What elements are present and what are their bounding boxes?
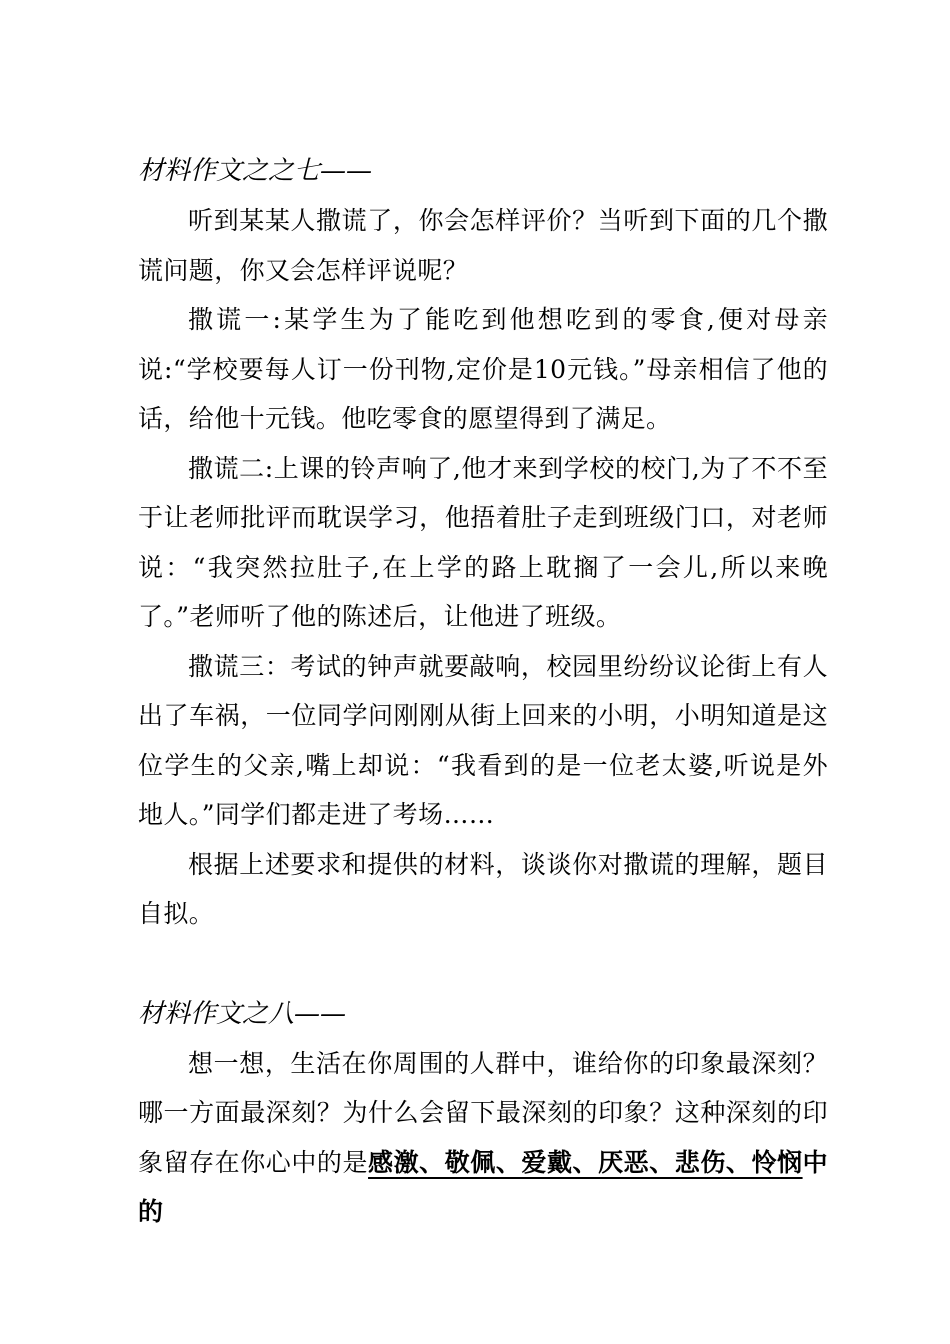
section-7-intro: 听到某某人撒谎了，你会怎样评价？当听到下面的几个撒谎问题，你又会怎样评说呢？ <box>138 206 828 285</box>
section-spacer <box>138 939 828 989</box>
section-8-heading: 材料作文之八—— <box>138 998 347 1029</box>
section-8-intro-tail: 中的 <box>138 1147 828 1226</box>
section-7-lie-3: 撒谎三：考试的钟声就要敲响，校园里纷纷议论街上有人出了车祸，一位同学问刚刚从街上回来的小明，小明知道是这位学生的父亲,嘴上却说：“我看到的是一位老太婆,听说是外地人。”同学们都走进了考场…… <box>138 651 828 829</box>
section-8-emotions-emphasis: 感激、敬佩、爱戴、厌恶、悲伤、怜悯 <box>368 1147 803 1177</box>
section-8-intro <box>138 1039 828 1237</box>
document-content <box>138 146 828 1237</box>
section-7-task: 根据上述要求和提供的材料，谈谈你对撒谎的理解，题目自拟。 <box>138 849 828 928</box>
section-8-intro-text: 想一想，生活在你周围的人群中，谁给你的印象最深刻？哪一方面最深刻？为什么会留下最深刻的印象？这种深刻的印象留存在你心中的是 <box>138 1048 828 1177</box>
section-7-lie-2: 撒谎二:上课的铃声响了,他才来到学校的校门,为了不不至于让老师批评而耽误学习，他捂着肚子走到班级门口，对老师说：“我突然拉肚子,在上学的路上耽搁了一会儿,所以来晚了。”老师听了他的陈述后，让他进了班级。 <box>138 453 828 631</box>
section-7-lie-1: 撒谎一:某学生为了能吃到他想吃到的零食,便对母亲说:“学校要每人订一份刊物,定价是10元钱。”母亲相信了他的话，给他十元钱。他吃零食的愿望得到了满足。 <box>138 305 828 433</box>
section-7-heading: 材料作文之之七—— <box>138 156 373 186</box>
